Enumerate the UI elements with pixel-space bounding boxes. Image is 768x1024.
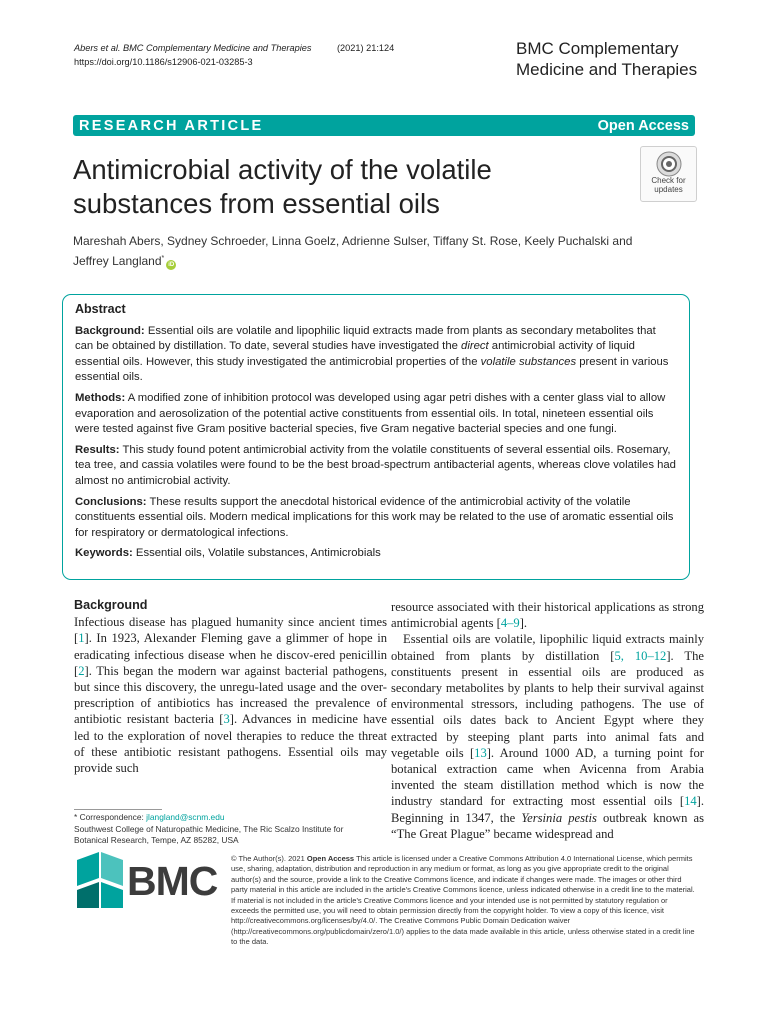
affiliation-line2: Botanical Research, Tempe, AZ 85282, USA xyxy=(74,835,239,845)
check-for-updates-button[interactable] xyxy=(640,146,697,202)
abstract-heading: Abstract xyxy=(75,302,126,316)
authors-line1: Mareshah Abers, Sydney Schroeder, Linna Goelz, Adrienne Sulser, Tiffany St. Rose, Keely Puchalski and xyxy=(73,234,633,248)
open-access-label-small: Open Access xyxy=(306,854,355,863)
running-header xyxy=(74,41,395,69)
text-run: ]. The constituents present in essential oils are produced as secondary metabolites by plants to help their survival against environmental stressors, including pathogens. The use of essential oils dates back to Ancient Egypt where they extracted by steeping plant parts into animal fats and vegetable oils [ xyxy=(391,648,705,760)
citation: Abers et al. BMC Complementary Medicine and Therapies xyxy=(74,43,312,53)
text-run: Infectious disease has plagued humanity since ancient times [ xyxy=(74,615,387,646)
affiliation-line1: Southwest College of Naturopathic Medicine, The Ric Scalzo Institute for xyxy=(74,823,344,834)
check-updates-label-2: updates xyxy=(654,184,683,194)
background-text-c: present in various essential oils. xyxy=(75,355,669,384)
author-list xyxy=(73,232,673,270)
abstract-background xyxy=(75,324,677,386)
bmc-logo-icon xyxy=(77,852,123,908)
text-run: ]. Advances in medicine have led to the exploration of novel therapies to reduce the threat of these antibiotic resistant pathogens. Essential oils may provide such xyxy=(74,712,388,776)
email-link[interactable]: jlangland@scnm.edu xyxy=(146,812,225,822)
text-run: resource associated with their historical applications as strong antimicrobial agents [ xyxy=(391,600,704,631)
check-updates-icon xyxy=(656,151,682,177)
citation-link[interactable]: 2 xyxy=(78,663,85,678)
keywords-text: Essential oils, Volatile substances, Antimicrobials xyxy=(135,547,381,560)
abstract-conclusions xyxy=(75,495,677,542)
species-name: Yersinia pestis xyxy=(521,810,597,825)
abstract-keywords xyxy=(75,546,677,562)
text-run: ]. Beginning in 1347, the xyxy=(391,794,704,825)
background-text-a: Essential oils are volatile and lipophilic liquid extracts made from plants as secondary metabolites that can be obtained by distillation. To date, several studies have investigated the xyxy=(75,324,656,353)
results-text: This study found potent antimicrobial activity from the volatile constituents of several essential oils. Rosemary, tea tree, and cassia volatiles were found to be the best broad-spectrum antibacterial agents, whereas clove volatiles had almost no antimicrobial activity. xyxy=(75,443,676,487)
open-access-label: Open Access xyxy=(597,117,689,134)
background-emphasis-1: direct xyxy=(461,340,489,353)
authors-line2 xyxy=(73,250,673,270)
text-run: Essential oils are volatile, lipophilic liquid extracts mainly obtained from plants by distillation [ xyxy=(391,632,704,663)
methods-text: A modified zone of inhibition protocol was developed using agar petri dishes with a center glass vial to allow evaporation and aerosolization of the potential active constituents from essential oils. In total, nineteen essential oils were tested against five Gram positive bacterial species, five Gram negative bacterial species and one fungi. xyxy=(75,391,666,436)
abstract-methods xyxy=(75,391,677,438)
body-column-left xyxy=(74,597,387,776)
check-updates-label-1: Check for xyxy=(651,176,686,185)
license-statement xyxy=(231,854,696,948)
title-line1: Antimicrobial activity of the volatile xyxy=(73,154,492,185)
journal-name-line2: Medicine and Therapies xyxy=(516,60,698,79)
abstract-box xyxy=(62,294,690,580)
copyright: © The Author(s). 2021 xyxy=(231,854,305,863)
article-type: RESEARCH ARTICLE xyxy=(79,117,264,134)
background-label: Background: xyxy=(75,324,145,337)
text-run: ]. xyxy=(519,616,528,631)
abstract-results xyxy=(75,443,677,490)
bmc-logo-text: BMC xyxy=(127,858,218,904)
footnote-divider xyxy=(74,809,162,810)
body-column-right xyxy=(391,599,704,842)
text-run: ]. Around 1000 AD, a turning point for botanical extraction came when Avicenna from Arabia invented the steam distillation method which is now the industry standard for extracting most essential oils [ xyxy=(391,745,704,809)
citation-link[interactable]: 13 xyxy=(474,745,487,760)
journal-name xyxy=(516,38,697,80)
orcid-icon[interactable]: iD xyxy=(168,262,175,268)
text-run: outbreak known as “The Great Plague” became widespread and xyxy=(391,810,704,841)
methods-label: Methods: xyxy=(75,391,126,404)
paragraph xyxy=(74,614,387,776)
bmc-logo xyxy=(77,852,219,912)
year-volume: (2021) 21:124 xyxy=(337,43,395,53)
text-run: ]. In 1923, Alexander Fleming gave a glimmer of hope in eradicating infectious disease when he discov-ered penicillin [ xyxy=(74,631,387,678)
background-emphasis-2: volatile substances xyxy=(480,355,577,368)
doi-link[interactable]: https://doi.org/10.1186/s12906-021-03285-3 xyxy=(74,57,253,67)
results-label: Results: xyxy=(75,443,120,456)
journal-name-line1: BMC Complementary xyxy=(516,39,679,58)
paragraph xyxy=(391,599,704,631)
article-type-banner xyxy=(73,115,695,136)
text-run: ]. This began the modern war against bacterial pathogens, but since this discovery, the unregu-lated usage and the over-prescription of antibiotics has increased the prevalence of antibiotic resistant bacteria [ xyxy=(74,663,387,727)
license-text: This article is licensed under a Creative Commons Attribution 4.0 International License, which permits use, sharing, adaptation, distribution and reproduction in any medium or format, as long as you give appropriate credit to the original author(s) and the source, provide a link to the Creative Commons licence, and indicate if changes were made. The images or other third party material in this article are included in the article's Creative Commons licence, unless indicated otherwise in a credit line to the material. If material is not included in the article's Creative Commons licence and your intended use is not permitted by statutory regulation or exceeds the permitted use, you will need to obtain permission directly from the copyright holder. To view a copy of this licence, visit http://creativecommons.org/licenses/by/4.0/. The Creative Commons Public Domain Dedication waiver (http://creativecommons.org/publicdomain/zero/1.0/) applies to the data made available in this article, unless otherwise stated in a credit line to the data. xyxy=(231,854,695,947)
citation-link[interactable]: 3 xyxy=(223,712,230,727)
correspondence-footnote xyxy=(74,812,374,847)
background-text-b: antimicrobial activity of liquid essential oils. However, this study investigated the antimicrobial properties of the xyxy=(75,340,635,368)
citation-link[interactable]: 5, 10–12 xyxy=(614,648,667,663)
title-line2: substances from essential oils xyxy=(73,188,440,219)
corresponding-mark: * xyxy=(161,255,165,262)
conclusions-text: These results support the anecdotal historical evidence of the antimicrobial activity of the volatile constituents essential oils. Modern medical implications for this work may be related to the use of aromatic essential oils for respiratory or dermatological infections. xyxy=(75,495,674,539)
paragraph xyxy=(391,631,704,842)
citation-link[interactable]: 4–9 xyxy=(500,616,520,631)
citation-link[interactable]: 14 xyxy=(684,794,697,809)
keywords-label: Keywords: xyxy=(75,547,133,560)
section-heading-background: Background xyxy=(74,598,148,612)
corresponding-author[interactable]: Jeffrey Langland xyxy=(73,254,162,268)
correspondence-label: * Correspondence: xyxy=(74,812,144,822)
conclusions-label: Conclusions: xyxy=(75,495,147,508)
article-title xyxy=(73,153,613,221)
citation-link[interactable]: 1 xyxy=(78,631,85,646)
